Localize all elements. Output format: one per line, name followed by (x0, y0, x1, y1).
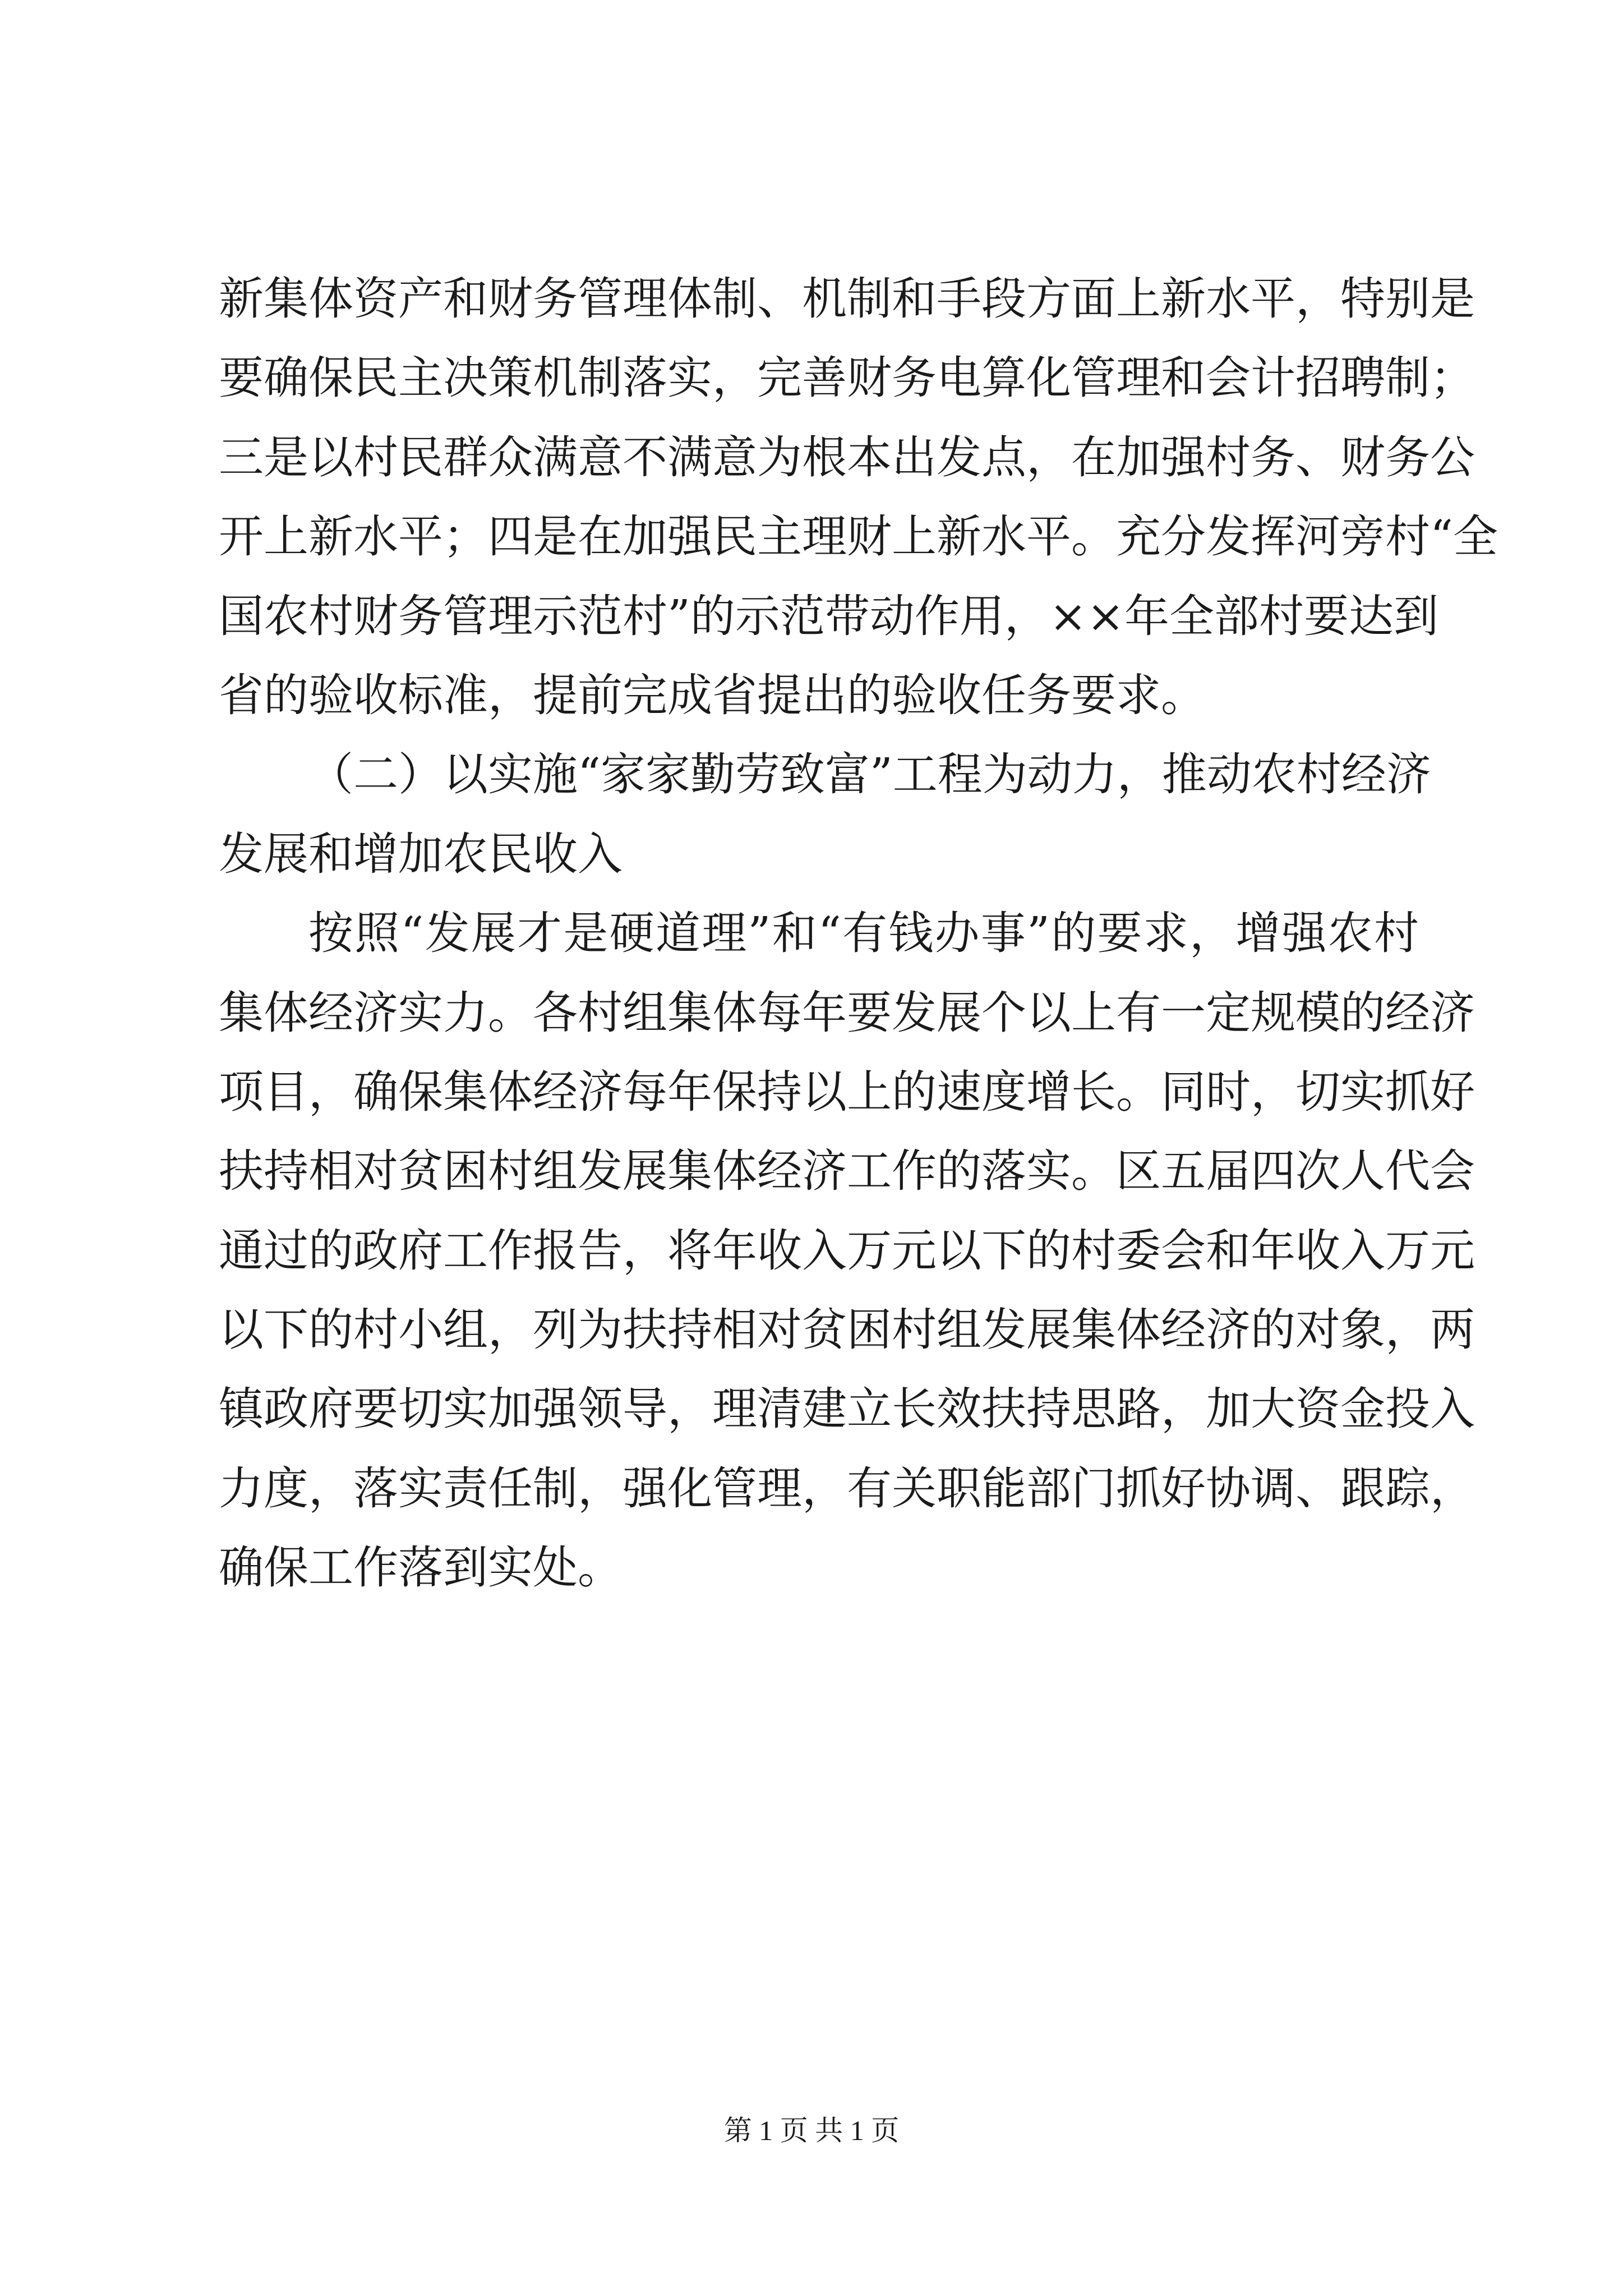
section-heading-line: 发展和增加农民收入 (219, 827, 623, 880)
paragraph-line: 新集体资产和财务管理体制、机制和手段方面上新水平，特别是 (219, 273, 1475, 325)
paragraph-line: 省的验收标准，提前完成省提出的验收任务要求。 (219, 669, 1206, 721)
paragraph-line: 确保工作落到实处。 (219, 1542, 623, 1594)
paragraph-line: 国农村财务管理示范村”的示范带动作用，××年全部村要达到 (219, 590, 1438, 642)
paragraph-line: 开上新水平；四是在加强民主理财上新水平。充分发挥河旁村“全 (219, 510, 1498, 563)
page-footer (0, 2114, 1623, 2147)
paragraph-line: 力度，落实责任制，强化管理，有关职能部门抓好协调、跟踪， (219, 1462, 1475, 1515)
document-body (219, 259, 1498, 1608)
paragraph-line: 通过的政府工作报告，将年收入万元以下的村委会和年收入万元 (219, 1224, 1475, 1277)
paragraph-line: 三是以村民群众满意不满意为根本出发点，在加强村务、财务公 (219, 431, 1475, 484)
section-heading-line: （二）以实施“家家勤劳致富”工程为动力，推动农村经济 (308, 748, 1431, 801)
paragraph-line: 按照“发展才是硬道理”和“有钱办事”的要求，增强农村 (308, 907, 1419, 960)
paragraph-line: 项目，确保集体经济每年保持以上的速度增长。同时，切实抓好 (219, 1065, 1475, 1118)
paragraph-line: 要确保民主决策机制落实，完善财务电算化管理和会计招聘制； (219, 352, 1475, 404)
paragraph-line: 集体经济实力。各村组集体每年要发展个以上有一定规模的经济 (219, 986, 1475, 1039)
paragraph-line: 以下的村小组，列为扶持相对贫困村组发展集体经济的对象，两 (219, 1304, 1475, 1356)
paragraph-line: 扶持相对贫困村组发展集体经济工作的落实。区五届四次人代会 (219, 1145, 1475, 1198)
paragraph-line: 镇政府要切实加强领导，理清建立长效扶持思路，加大资金投入 (219, 1383, 1475, 1435)
page-number-label: 第 1 页 共 1 页 (723, 2115, 900, 2146)
